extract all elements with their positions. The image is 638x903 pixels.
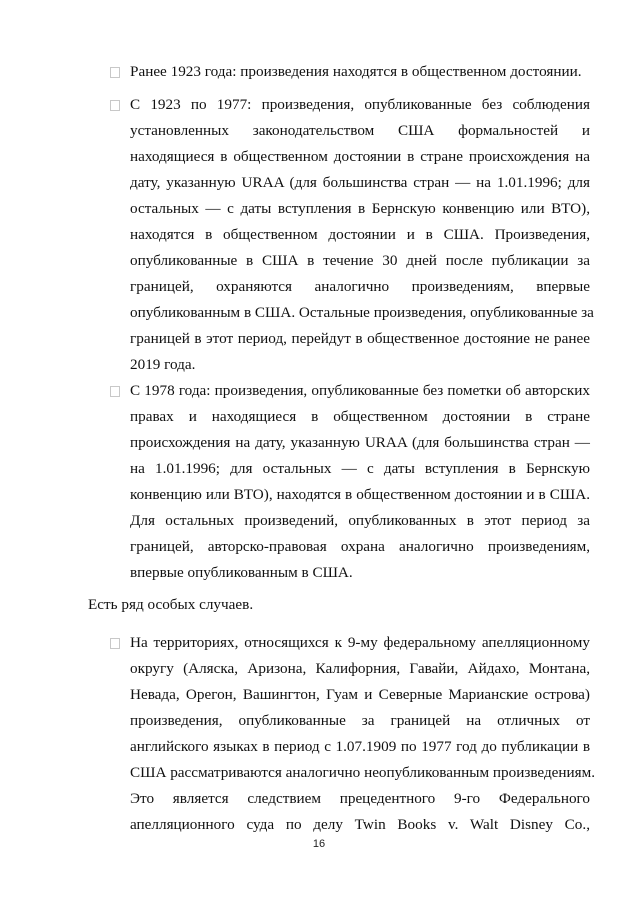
text-line: Это является следствием прецедентного 9-го Федерального — [130, 790, 590, 807]
text-line: впервые опубликованным в США. — [130, 564, 353, 581]
special-cases-intro: Есть ряд особых случаев. — [88, 596, 254, 613]
text-line: Ранее 1923 года: произведения находятся в общественном достоянии. — [130, 63, 582, 80]
bullet-marker-icon — [110, 100, 120, 111]
text-line: 2019 года. — [130, 356, 196, 373]
text-line: С 1923 по 1977: произведения, опубликованные без соблюдения — [130, 96, 590, 113]
bullet-marker-icon — [110, 67, 120, 78]
text-line: конвенцию или ВТО), находятся в общественном достоянии и в США. — [130, 486, 590, 503]
text-line: находятся в общественном достоянии и в США. Произведения, — [130, 226, 590, 243]
text-line: опубликованные в США в течение 30 дней после публикации за — [130, 252, 590, 269]
text-line: на 1.01.1996; для остальных — с даты вступления в Бернскую — [130, 460, 590, 477]
text-line: США рассматриваются аналогично неопубликованным произведениям. — [130, 764, 596, 781]
text-line: границей, авторско-правовая охрана аналогично произведениям, — [130, 538, 590, 555]
text-line: Невада, Орегон, Вашингтон, Гуам и Северные Марианские острова) — [130, 686, 590, 703]
text-line: границей, охраняются аналогично произведениям, впервые — [130, 278, 590, 295]
text-line: правах и находящиеся в общественном достоянии в стране — [130, 408, 590, 425]
text-line: произведения, опубликованные за границей на отличных от — [130, 712, 590, 729]
text-line: С 1978 года: произведения, опубликованные без пометки об авторских — [130, 382, 590, 399]
text-line: округу (Аляска, Аризона, Калифорния, Гавайи, Айдахо, Монтана, — [130, 660, 590, 677]
text-line: английского языках в период с 1.07.1909 по 1977 год до публикации в — [130, 738, 590, 755]
text-line: Для остальных произведений, опубликованных в этот период за — [130, 512, 590, 529]
text-line: находящиеся в общественном достоянии в стране происхождения на — [130, 148, 590, 165]
text-line: границей в этот период, перейдут в общественное достояние не ранее — [130, 330, 590, 347]
text-line: дату, указанную URAA (для большинства стран — на 1.01.1996; для — [130, 174, 590, 191]
text-line: На территориях, относящихся к 9-му федеральному апелляционному — [130, 634, 590, 651]
page-number: 16 — [312, 838, 326, 850]
text-line: остальных — с даты вступления в Бернскую конвенцию или ВТО), — [130, 200, 590, 217]
bullet-marker-icon — [110, 638, 120, 649]
text-line: опубликованным в США. Остальные произведения, опубликованные за — [130, 304, 594, 321]
text-line: установленных законодательством США формальностей и — [130, 122, 590, 139]
text-line: происхождения на дату, указанную URAA (для большинства стран — — [130, 434, 590, 451]
bullet-marker-icon — [110, 386, 120, 397]
text-line: апелляционного суда по делу Twin Books v. Walt Disney Co., — [130, 816, 590, 833]
